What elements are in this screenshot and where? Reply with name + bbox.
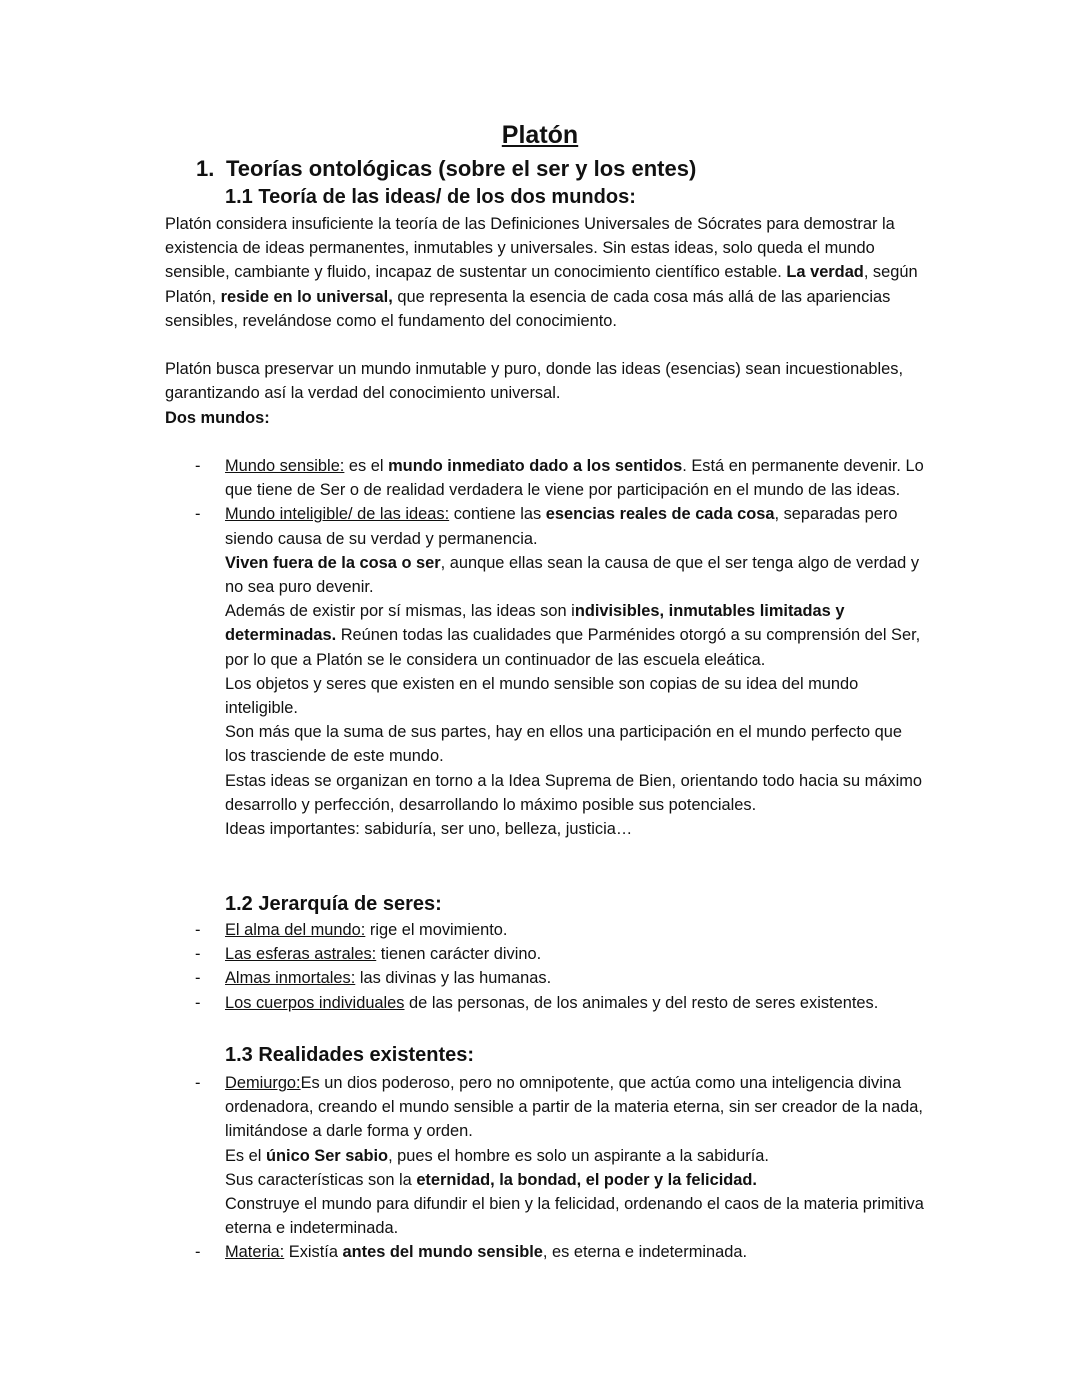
text-run: Es el [225,1146,266,1165]
list-item [165,966,925,990]
jerarquia-list [165,918,925,1015]
bold-text: Dos mundos: [165,408,270,427]
list-dash: - [195,945,201,964]
section-1-1-heading: 1.1 Teoría de las ideas/ de los dos mundos: [225,186,636,208]
text-run: Reúnen todas las cualidades que Parménides otorgó a su comprensión del Ser, por lo que a Platón se le considera un continuador de las escuela eleática. [225,626,921,669]
underlined-term: Mundo inteligible/ de las ideas: [225,505,450,524]
text-run: Platón considera insuficiente la teoría de las Definiciones Universales de Sócrates para demostrar la existencia de ideas permanentes, inmutables y universales. Sin estas ideas, solo queda el mundo sensible, cambiante y fluido, incapaz de sustentar un conocimiento científico estable. [165,215,895,282]
list-dash: - [195,457,201,475]
bold-text: único Ser sabio [266,1146,389,1165]
dos-mundos-label [165,406,925,430]
underlined-term: El alma del mundo: [225,921,366,939]
paragraph-universal-truth [165,212,925,333]
realidades-list [165,1071,925,1265]
underlined-term: Almas inmortales: [225,969,356,988]
bold-text: esencias reales de cada cosa [545,505,775,524]
text-run: , aunque ellas sean la causa de que el ser tenga algo de verdad y no sea puro devenir. [225,553,920,597]
paragraph-immutable-world: Platón busca preservar un mundo inmutable y puro, donde las ideas (esencias) sean incuestionables, garantizando así la verdad del conocimiento universal. [165,360,904,403]
list-dash: - [195,993,201,1012]
blank-line [165,333,925,357]
text-run: tienen carácter divino. [376,945,542,964]
text-run: de las personas, de los animales y del resto de seres existentes. [404,993,879,1012]
text-run: , separadas pero siendo causa de su verdad y permanencia. [225,505,898,548]
text-run: es el [344,457,389,475]
bold-text: antes del mundo sensible [342,1243,543,1262]
list-item-demiurgo [165,1071,925,1240]
section-1-heading [196,154,696,184]
text-run: Es un dios poderoso, pero no omnipotente, que actúa como una inteligencia divina ordenadora, creando el mundo sensible a partir de la materia eterna, sin ser creador de la nada, limitándose a darle forma y orden. [225,1074,923,1141]
section-1-2-heading: 1.2 Jerarquía de seres: [225,893,442,915]
list-item-mundo-inteligible [165,502,925,841]
text-run: , según Platón, [165,263,918,306]
list-item [165,991,925,1015]
dos-mundos-list [165,454,925,841]
underlined-term: Los cuerpos individuales [225,993,405,1012]
list-dash: - [195,1074,201,1092]
list-item [165,918,925,942]
list-dash: - [195,969,201,988]
section-1-1-body [165,212,925,430]
page-title: Platón [501,121,579,149]
list-item [165,942,925,966]
text-run: Existía [284,1243,343,1262]
list-dash: - [195,505,201,524]
section-1-number: 1. [196,156,215,181]
text-run: Además de existir por sí mismas, las ideas son i [225,602,575,621]
text-run: Sus características son la [225,1170,417,1189]
underlined-term: Las esferas astrales: [225,945,377,964]
list-dash: - [195,1243,201,1262]
list-dash: - [195,921,201,939]
bold-text: eternidad, la bondad, el poder y la felicidad. [416,1170,757,1189]
bold-text: La verdad [786,263,864,282]
underlined-term: Mundo sensible: [225,457,345,475]
text-line: Construye el mundo para difundir el bien y la felicidad, ordenando el caos de la materia primitiva eterna e indeterminada. [225,1195,924,1238]
section-1-title: Teorías ontológicas (sobre el ser y los entes) [226,156,697,181]
section-1-3-heading: 1.3 Realidades existentes: [225,1044,475,1066]
text-run: que representa la esencia de cada cosa más allá de las apariencias sensibles, revelándose como el fundamento del conocimiento. [165,287,891,330]
text-run: . Está en permanente devenir. Lo que tiene de Ser o de realidad verdadera le viene por participación en el mundo de las ideas. [225,457,924,500]
text-run: , es eterna e indeterminada. [542,1243,748,1262]
text-line: Son más que la suma de sus partes, hay en ellos una participación en el mundo perfecto que los trasciende de este mundo. [225,723,902,766]
list-item-materia [165,1240,925,1264]
text-run: rige el movimiento. [365,921,508,939]
bold-text: reside en lo universal, [220,287,393,306]
bold-text: Viven fuera de la cosa o ser [225,553,441,572]
text-line: Ideas importantes: sabiduría, ser uno, belleza, justicia… [225,820,633,839]
bold-text: ndivisibles, inmutables limitadas y determinadas. [225,602,845,645]
bold-text: mundo inmediato dado a los sentidos [388,457,683,475]
text-line: Los objetos y seres que existen en el mundo sensible son copias de su idea del mundo inteligible. [225,674,859,718]
underlined-term: Demiurgo: [225,1074,301,1092]
text-run: , pues el hombre es solo un aspirante a la sabiduría. [388,1146,769,1165]
underlined-term: Materia: [225,1243,285,1262]
list-item-mundo-sensible [165,454,925,502]
text-run: las divinas y las humanas. [355,969,552,988]
text-line: Estas ideas se organizan en torno a la Idea Suprema de Bien, orientando todo hacia su máximo desarrollo y perfección, desarrollando lo máximo posible sus potenciales. [225,771,923,814]
text-run: contiene las [449,505,546,524]
